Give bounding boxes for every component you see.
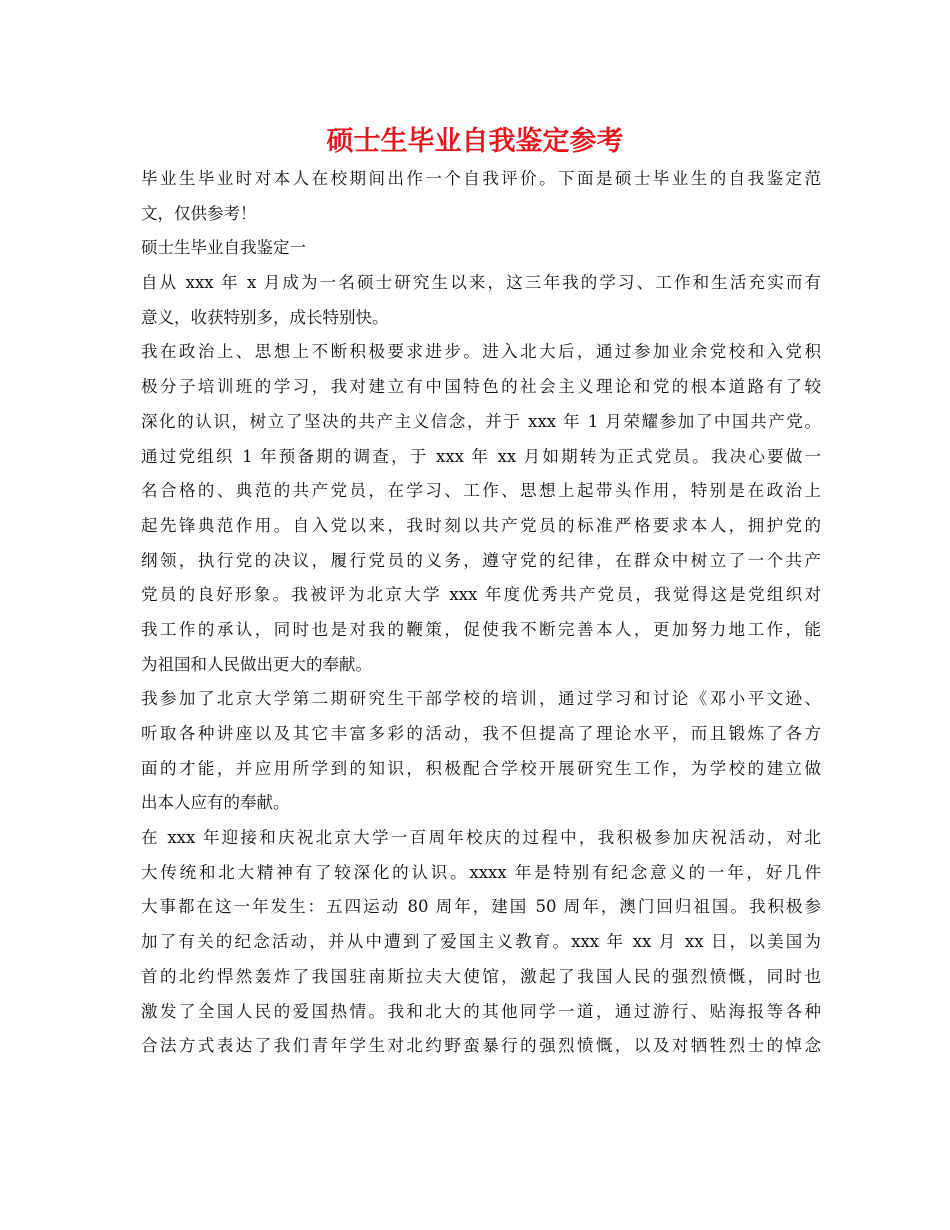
body-line: 出本人应有的奉献。 [141, 793, 290, 813]
body-line: 意义，收获特别多，成长特别快。 [141, 307, 389, 327]
body-line: 我参加了北京大学第二期研究生干部学校的培训，通过学习和讨论《邓小平文逊、 [141, 689, 821, 709]
body-line: 起先锋典范作用。自入党以来，我时刻以共产党员的标准严格要求本人，拥护党的 [141, 515, 821, 535]
document-body [141, 162, 821, 1064]
body-line: 名合格的、典范的共产党员，在学习、工作、思想上起带头作用，特别是在政治上 [141, 481, 821, 501]
body-line: 极分子培训班的学习，我对建立有中国特色的社会主义理论和党的根本道路有了较 [141, 377, 821, 397]
body-line: 硕士生毕业自我鉴定一 [141, 238, 306, 258]
body-line: 纲领，执行党的决议，履行党员的义务，遵守党的纪律，在群众中树立了一个共产 [141, 550, 821, 570]
body-line: 我在政治上、思想上不断积极要求进步。进入北大后，通过参加业余党校和入党积 [141, 342, 821, 362]
body-line: 文，仅供参考！ [141, 203, 257, 223]
body-line: 首的北约悍然轰炸了我国驻南斯拉夫大使馆，激起了我国人民的强烈愤慨，同时也 [141, 966, 821, 986]
body-line: 自从 xxx 年 x 月成为一名硕士研究生以来，这三年我的学习、工作和生活充实而有 [141, 273, 821, 293]
page-title: 硕士生毕业自我鉴定参考 [326, 126, 624, 157]
body-line: 大事都在这一年发生：五四运动 80 周年，建国 50 周年，澳门回归祖国。我积极参 [141, 897, 821, 917]
body-line: 毕业生毕业时对本人在校期间出作一个自我评价。下面是硕士毕业生的自我鉴定范 [141, 169, 821, 188]
body-line: 合法方式表达了我们青年学生对北约野蛮暴行的强烈愤慨，以及对牺牲烈士的悼念 [141, 1036, 821, 1056]
body-line: 深化的认识，树立了坚决的共产主义信念，并于 xxx 年 1 月荣耀参加了中国共产党。 [141, 411, 821, 431]
body-line: 听取各种讲座以及其它丰富多彩的活动，我不但提高了理论水平，而且锻炼了各方 [141, 724, 821, 743]
body-line: 我工作的承认，同时也是对我的鞭策，促使我不断完善本人，更加努力地工作，能 [141, 619, 821, 639]
body-line: 为祖国和人民做出更大的奉献。 [141, 654, 372, 674]
body-line: 通过党组织 1 年预备期的调查，于 xxx 年 xx 月如期转为正式党员。我决心要做一 [141, 446, 821, 466]
body-line: 在 xxx 年迎接和庆祝北京大学一百周年校庆的过程中，我积极参加庆祝活动，对北 [141, 828, 821, 848]
body-line: 激发了全国人民的爱国热情。我和北大的其他同学一道，通过游行、贴海报等各种 [141, 1001, 821, 1021]
body-line: 加了有关的纪念活动，并从中遭到了爱国主义教育。xxx 年 xx 月 xx 日，以美国为 [141, 932, 821, 952]
body-line: 大传统和北大精神有了较深化的认识。xxxx 年是特别有纪念意义的一年，好几件 [141, 862, 821, 882]
body-line: 党员的良好形象。我被评为北京大学 xxx 年度优秀共产党员，我觉得这是党组织对 [141, 585, 821, 605]
body-line: 面的才能，并应用所学到的知识，积极配合学校开展研究生工作，为学校的建立做 [141, 758, 821, 778]
